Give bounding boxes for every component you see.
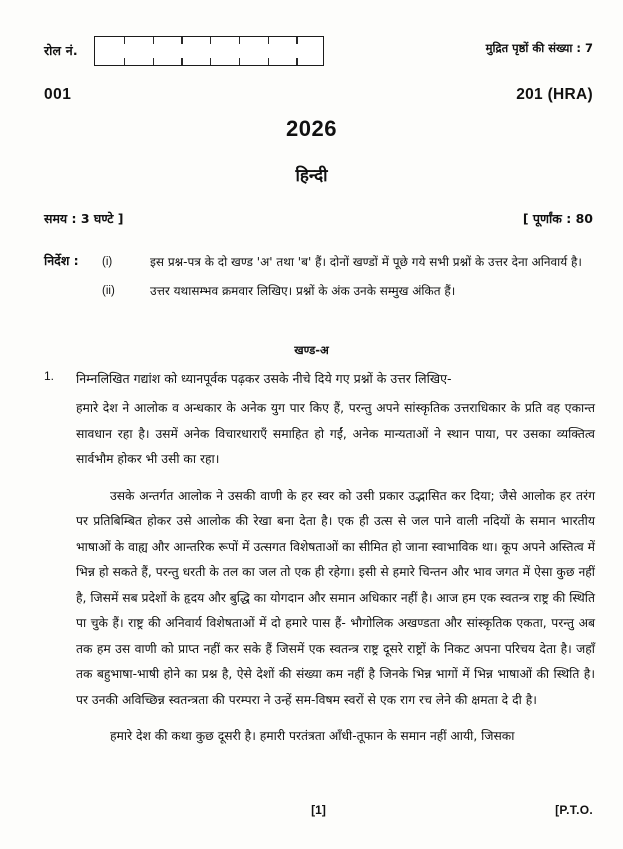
question-number: 1. — [44, 369, 55, 383]
paper-code: 201 (HRA) — [516, 86, 593, 103]
instruction-number-2: (ii) — [102, 285, 115, 297]
page-footer — [44, 803, 593, 821]
instructions-label: निर्देश : — [44, 253, 79, 268]
page-turn-over-note: [P.T.O. — [555, 803, 593, 817]
reading-passage — [76, 396, 595, 750]
passage-paragraph: उसके अन्तर्गत आलोक ने उसकी वाणी के हर स्वर को उसी प्रकार उद्भासित कर दिया; जैसे आलोक हर तरंग पर प्रतिबिम्बित होकर उसे आलोक की रेखा बना देता है। एक ही उत्स से जल पाने वाली नदियों के समान भारतीय भाषाओं के वाह्य और आन्तरिक रूपों में उत्सगत विशेषताओं का सीमित हो जाना स्वाभाविक था। कूप अपने अस्तित्व में भिन्न हो सकते हैं, परन्तु धरती के तल का जल तो एक ही रहेगा। इसी से हमारे चिन्तन और भाव जगत में ऐसा कुछ नहीं है, जिसमें सब प्रदेशों के हृदय और बुद्धि का योगदान और समान अधिकार नहीं है। आज हम एक स्वतन्त्र राष्ट्र की स्थिति पा चुके हैं। राष्ट्र की अनिवार्य विशेषताओं में दो हमारे पास हैं- भौगोलिक अखण्डता और सांस्कृतिक एकता, परन्तु अब तक हम उस वाणी को प्राप्त नहीं कर सके हैं जिसमें एक स्वतन्त्र राष्ट्र दूसरे राष्ट्रों के निकट अपना परिचय देता है। जहाँ तक बहुभाषा-भाषी होने का प्रश्न है, ऐसे देशों की संख्या कम नहीं है जिनके भिन्न भागों में भिन्न भाषाओं की स्थिति है। पर उनकी अविच्छिन्न स्वतन्त्रता की परम्परा ने उन्हें सम-विषम स्वरों से एक राग रच लेने की क्षमता दे दी है। — [76, 488, 595, 707]
printed-pages-count: मुद्रित पृष्ठों की संख्या : 7 — [485, 41, 593, 55]
exam-max-marks: [ पूर्णांक : 80 — [522, 211, 593, 226]
instruction-item-2 — [102, 281, 593, 302]
roll-number-box[interactable] — [94, 36, 324, 66]
header-roll-row — [44, 36, 593, 70]
exam-duration: समय : 3 घण्टे ] — [44, 211, 124, 226]
question-stem: निम्नलिखित गद्यांश को ध्यानपूर्वक पढ़कर उसके नीचे दिये गए प्रश्नों के उत्तर लिखिए- — [76, 371, 452, 386]
question-1 — [44, 369, 595, 750]
header-code-row — [44, 86, 593, 110]
instruction-text-2: उत्तर यथासम्भव क्रमवार लिखिए। प्रश्नों के अंक उनके सम्मुख अंकित हैं। — [150, 284, 456, 298]
section-heading-a: खण्ड-अ — [294, 343, 329, 357]
instruction-item-1 — [102, 252, 593, 273]
paper-serial-number: 001 — [44, 86, 72, 103]
passage-paragraph: हमारे देश ने आलोक व अन्धकार के अनेक युग पार किए हैं, परन्तु अपने सांस्कृतिक उत्तराधिकार के प्रति वह एकान्त सावधान रहा है। उसमें अनेक विचारधाराएँ समाहित हो गईं, अनेक मान्यताओं ने स्थान पाया, पर उसका व्यक्तित्व सार्वभौम होकर भी उसी का रहा। — [76, 401, 595, 466]
instruction-text-1: इस प्रश्न-पत्र के दो खण्ड 'अ' तथा 'ब' हैं। दोनों खण्डों में पूछे गये सभी प्रश्नों के उत्तर देना अनिवार्य है। — [150, 255, 582, 269]
question-body — [76, 369, 595, 750]
instructions-block — [44, 252, 593, 302]
subject-title: हिन्दी — [295, 166, 328, 186]
instruction-number-1: (i) — [102, 256, 113, 268]
page-number: [1] — [311, 803, 326, 817]
exam-year: 2026 — [286, 116, 337, 141]
exam-meta-row — [44, 210, 593, 230]
roll-number-label: रोल नं. — [44, 43, 78, 58]
passage-paragraph: हमारे देश की कथा कुछ दूसरी है। हमारी परतंत्रता आँधी-तूफान के समान नहीं आयी, जिसका — [110, 729, 515, 743]
